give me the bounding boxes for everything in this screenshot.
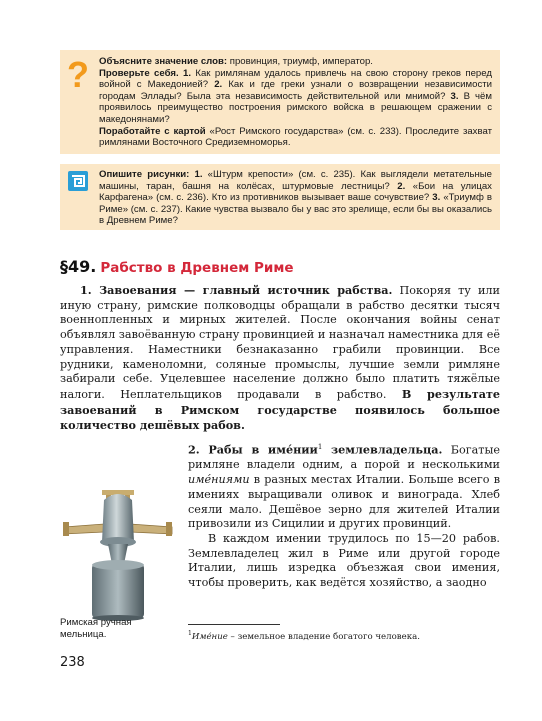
check-yourself: Проверьте себя. 1. Как римлянам удалось привлечь на свою сторону греков перед войной с Македонией? 2. Как и где греки узнали о возвращении независимости городам Эллады? Была эта независимость действительной или мнимой? 3. В чём проявилось преимущество построения римского войска в решающем сражении с македонянами?	[99, 67, 492, 125]
page-number: 238	[60, 655, 85, 670]
task-box-pictures	[60, 164, 500, 230]
footnote-divider	[188, 624, 280, 625]
question-mark-icon: ?	[67, 54, 89, 95]
task-box-explain	[60, 50, 500, 154]
figure-caption: Римская ручная мельница.	[60, 617, 132, 640]
describe-pictures: Опишите рисунки: 1. «Штурм крепости» (см. с. 235). Как выглядели метательные машины, таран, башня на колёсах, штурмовые лестницы? 2. «Бои на улицах Карфагена» (см. с. 236). Кто из противников вызывает ваше сочувствие? 3. «Триумф в Риме» (см. с. 237). Какие чувства вызвало бы у вас это зрелище, если бы вы оказались в Древнем Риме?	[99, 169, 492, 227]
section-title: Рабство в Древнем Риме	[100, 260, 294, 276]
paragraph-conquests: 1. Завоевания — главный источник рабства. Покоряя ту или иную страну, римские полководцы обращали в рабство десятки тысяч военнопленных и мирных жителей. После окончания войны сенат объявлял завоёванную страну провинцией и назначал наместника для её управления. Наместники безнаказанно грабили провинции. Все рудники, каменоломни, соляные промыслы, лучшие земли римляне забирали себе. Уцелевшее население должно было платить тяжёлые налоги. Неплательщиков продавали в рабство. В результате завоеваний в Римском государстве появилось большое количество дешёвых рабов.	[60, 283, 500, 433]
paragraph-slaves-in-estate: 2. Рабы в име́нии$^1$ землевладельца. Богатые римляне владели одним, а порой и несколькими име́ниями в разных местах Италии. Больше всего в имениях выращивали оливок и винограда. Хлеб сеяли мало. Дешёвое зерно для жителей Италии привозили из Сицилии и других провинций. В каждом имении трудилось по 15—20 рабов. Землевладелец жил в Риме или другой городе Италии, лишь изредка объезжая свои имения, чтобы проверить, как ведётся хозяйство, а заодно	[188, 442, 500, 590]
section-heading	[60, 257, 500, 277]
section-number: §49.	[60, 257, 97, 276]
hand-mill-illustration	[60, 472, 178, 622]
picture-task-icon	[68, 171, 88, 191]
explain-words: Объясните значение слов: провинция, триумф, император.	[99, 56, 373, 67]
work-with-map: Поработайте с картой «Рост Римского государства» (см. с. 233). Проследите захват римлянами Восточного Средиземноморья.	[99, 125, 492, 149]
footnote: $^1$Име́ние – земельное владение богатого человека.	[188, 630, 420, 642]
